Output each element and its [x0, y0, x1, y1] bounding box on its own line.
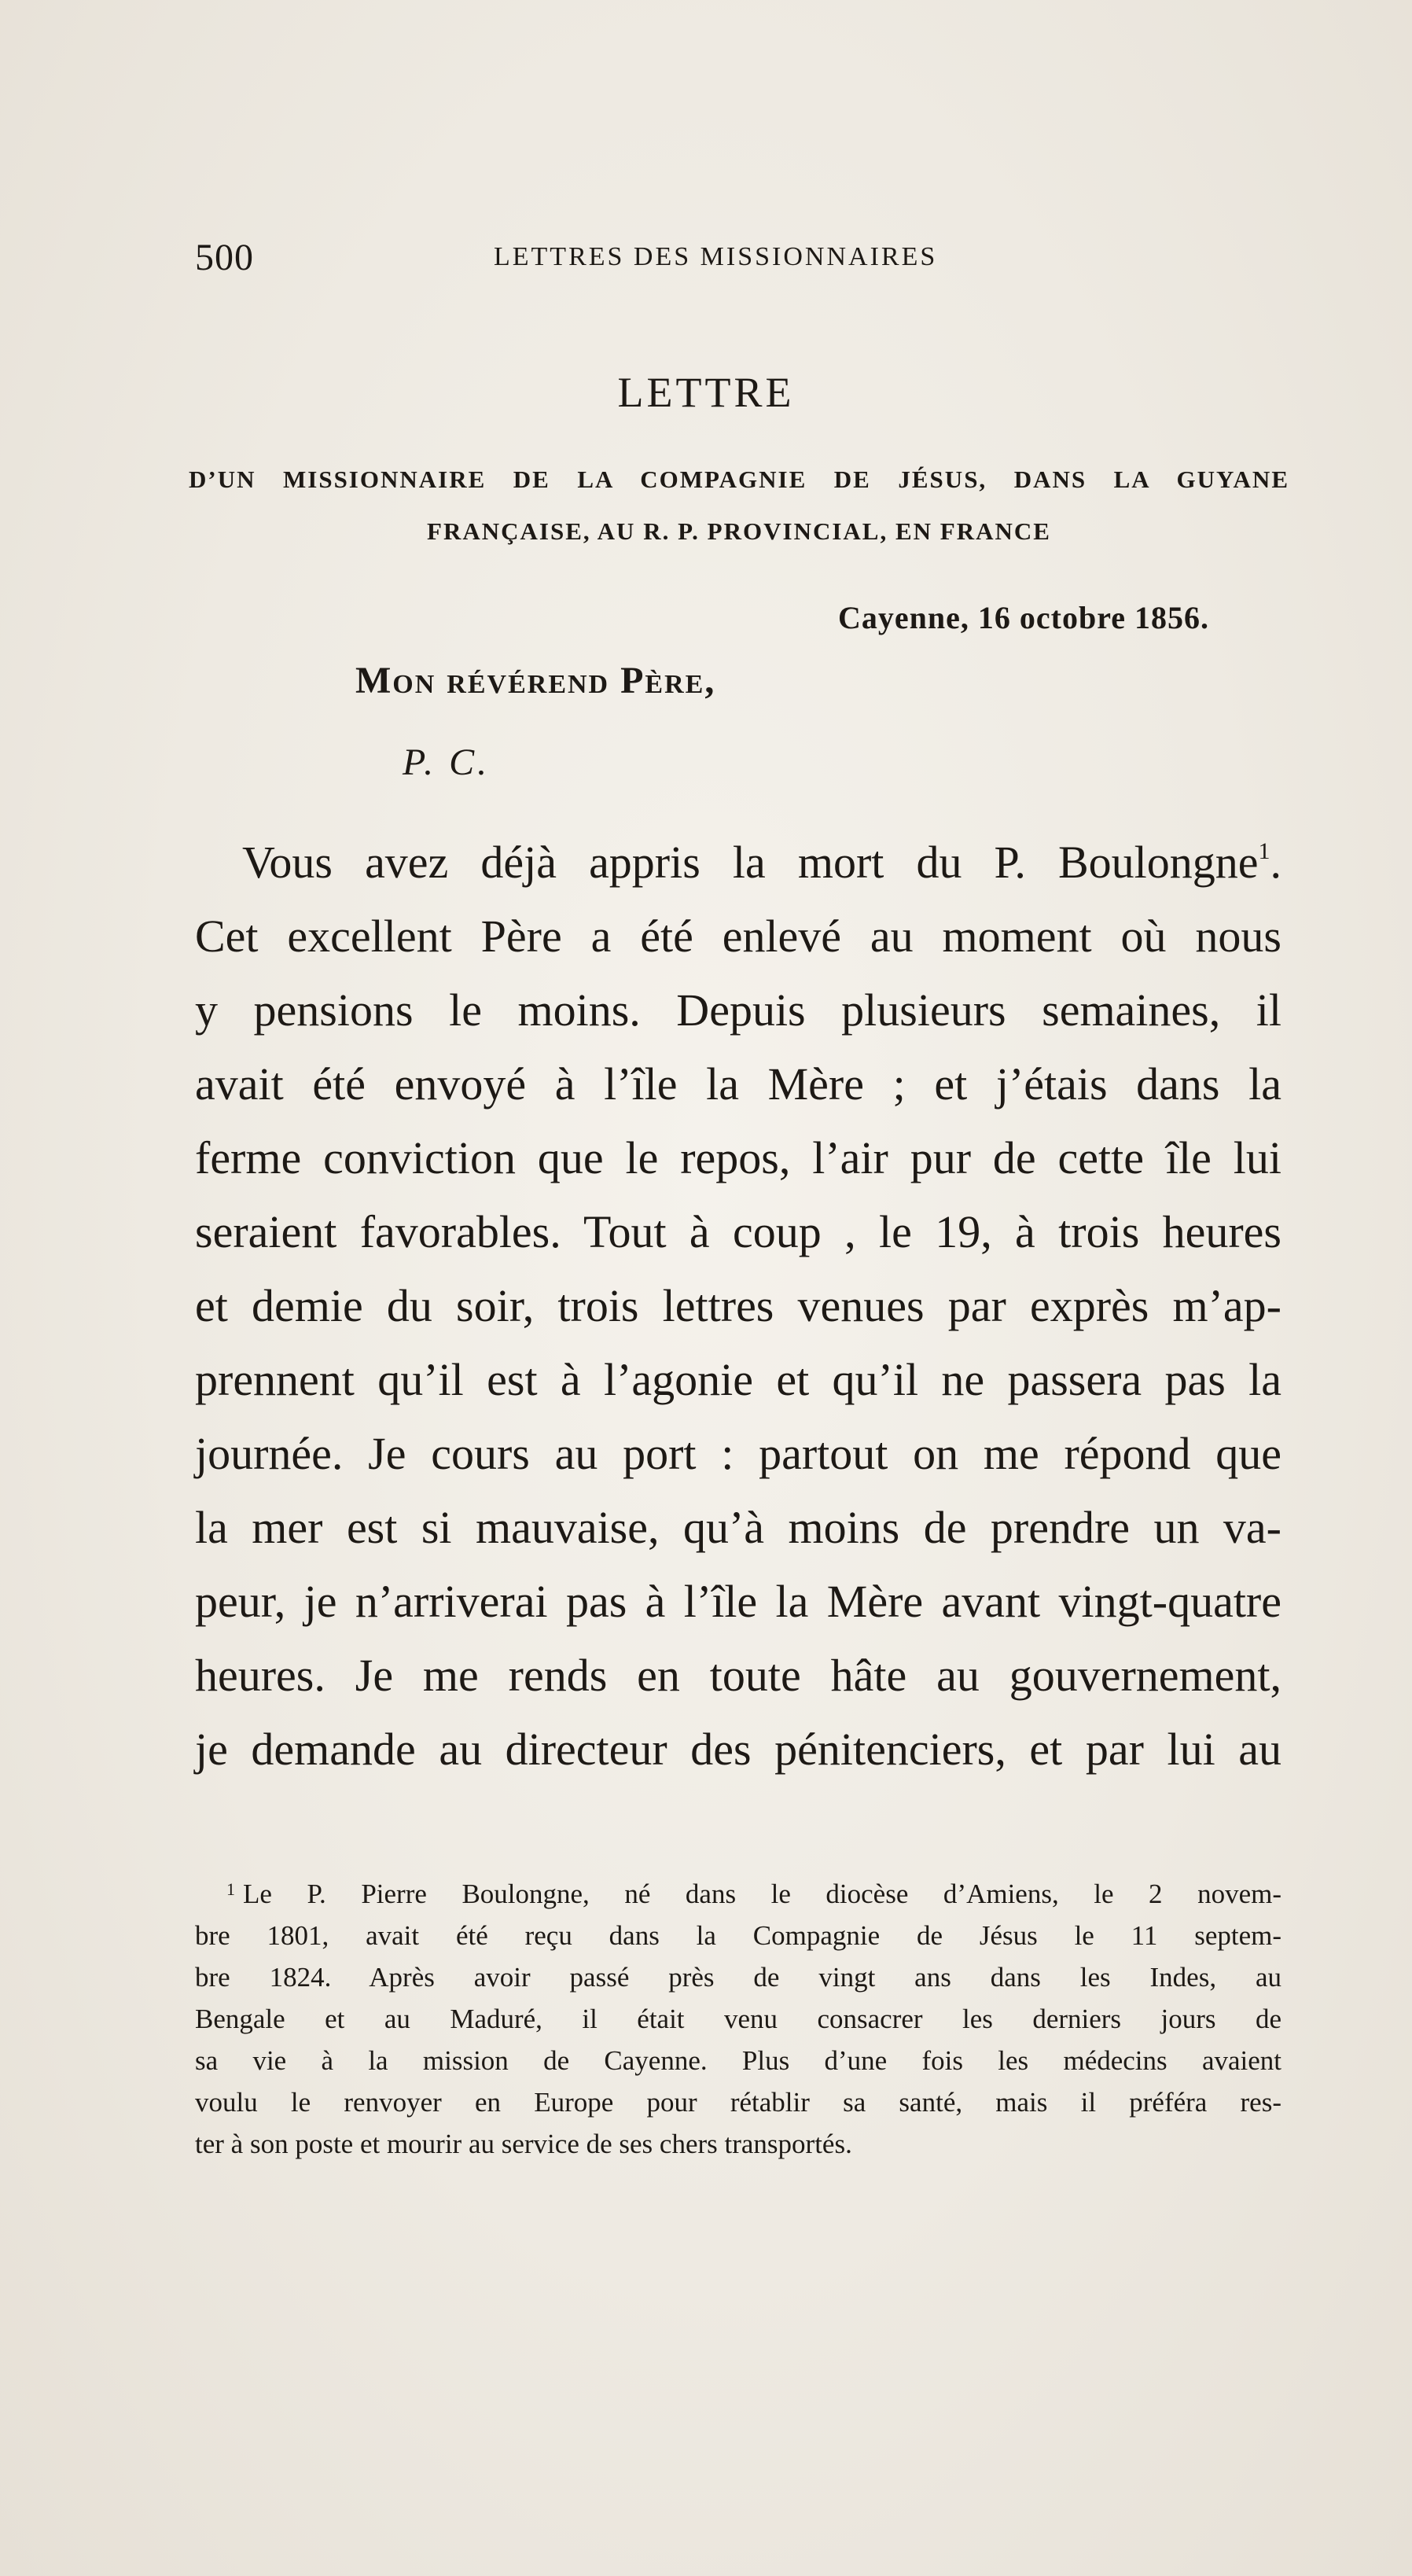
body-line: heures. Je me rends en toute hâte au gouvernement,	[195, 1650, 1281, 1701]
footnote-line: bre 1801, avait été reçu dans la Compagnie de Jésus le 11 septem-	[195, 1920, 1281, 1951]
footnote-line: bre 1824. Après avoir passé près de vingt ans dans les Indes, au	[195, 1962, 1281, 1993]
body-line: et demie du soir, trois lettres venues par exprès m’ap-	[195, 1280, 1281, 1331]
footnote-line	[195, 1873, 1281, 1915]
salutation	[355, 659, 715, 702]
body-line: journée. Je cours au port : partout on me répond que	[195, 1428, 1281, 1479]
body-line-text: Vous avez déjà appris la mort du P. Boulongne	[242, 837, 1259, 888]
letter-heading: LETTRE	[617, 369, 795, 416]
body-line: avait été envoyé à l’île la Mère ; et j’étais dans la	[195, 1058, 1281, 1110]
running-title: LETTRES DES MISSIONNAIRES	[494, 242, 938, 271]
letter-subtitle-line-1: D’UN MISSIONNAIRE DE LA COMPAGNIE DE JÉSUS, DANS LA GUYANE	[189, 466, 1289, 493]
body-line: la mer est si mauvaise, qu’à moins de prendre un va-	[195, 1502, 1281, 1553]
footnote-block	[195, 1873, 1281, 2165]
footnote-line: voulu le renvoyer en Europe pour rétablir sa santé, mais il préféra res-	[195, 2087, 1281, 2118]
salutation-text: Mon révérend Père,	[355, 660, 716, 701]
body-line: Cet excellent Père a été enlevé au moment où nous	[195, 911, 1281, 962]
pc-abbreviation: P. C.	[403, 742, 491, 783]
page-number: 500	[195, 237, 254, 278]
footnote-line: sa vie à la mission de Cayenne. Plus d’une fois les médecins avaient	[195, 2045, 1281, 2076]
letter-body	[195, 826, 1281, 1787]
body-line: y pensions le moins. Depuis plusieurs semaines, il	[195, 984, 1281, 1036]
footnote-line-text: Le P. Pierre Boulongne, né dans le diocèse d’Amiens, le 2 novem-	[243, 1879, 1281, 1909]
footnote-line: ter à son poste et mourir au service de ses chers transportés.	[195, 2129, 852, 2159]
running-head	[195, 236, 1217, 283]
footnote-marker: 1	[226, 1879, 235, 1899]
body-line-end: .	[1270, 837, 1281, 888]
body-line: seraient favorables. Tout à coup , le 19, à trois heures	[195, 1206, 1281, 1257]
footnote-line: Bengale et au Maduré, il était venu consacrer les derniers jours de	[195, 2004, 1281, 2034]
body-line: je demande au directeur des pénitenciers, et par lui au	[195, 1724, 1281, 1775]
footnote-reference: 1	[1258, 837, 1270, 864]
body-line	[195, 826, 1281, 900]
body-line: ferme conviction que le repos, l’air pur de cette île lui	[195, 1132, 1281, 1183]
letter-subtitle-line-2: FRANÇAISE, AU R. P. PROVINCIAL, EN FRANCE	[427, 517, 1051, 545]
body-line: prennent qu’il est à l’agonie et qu’il ne passera pas la	[195, 1354, 1281, 1405]
dateline: Cayenne, 16 octobre 1856.	[838, 600, 1209, 635]
body-line: peur, je n’arriverai pas à l’île la Mère avant vingt-quatre	[195, 1576, 1281, 1627]
